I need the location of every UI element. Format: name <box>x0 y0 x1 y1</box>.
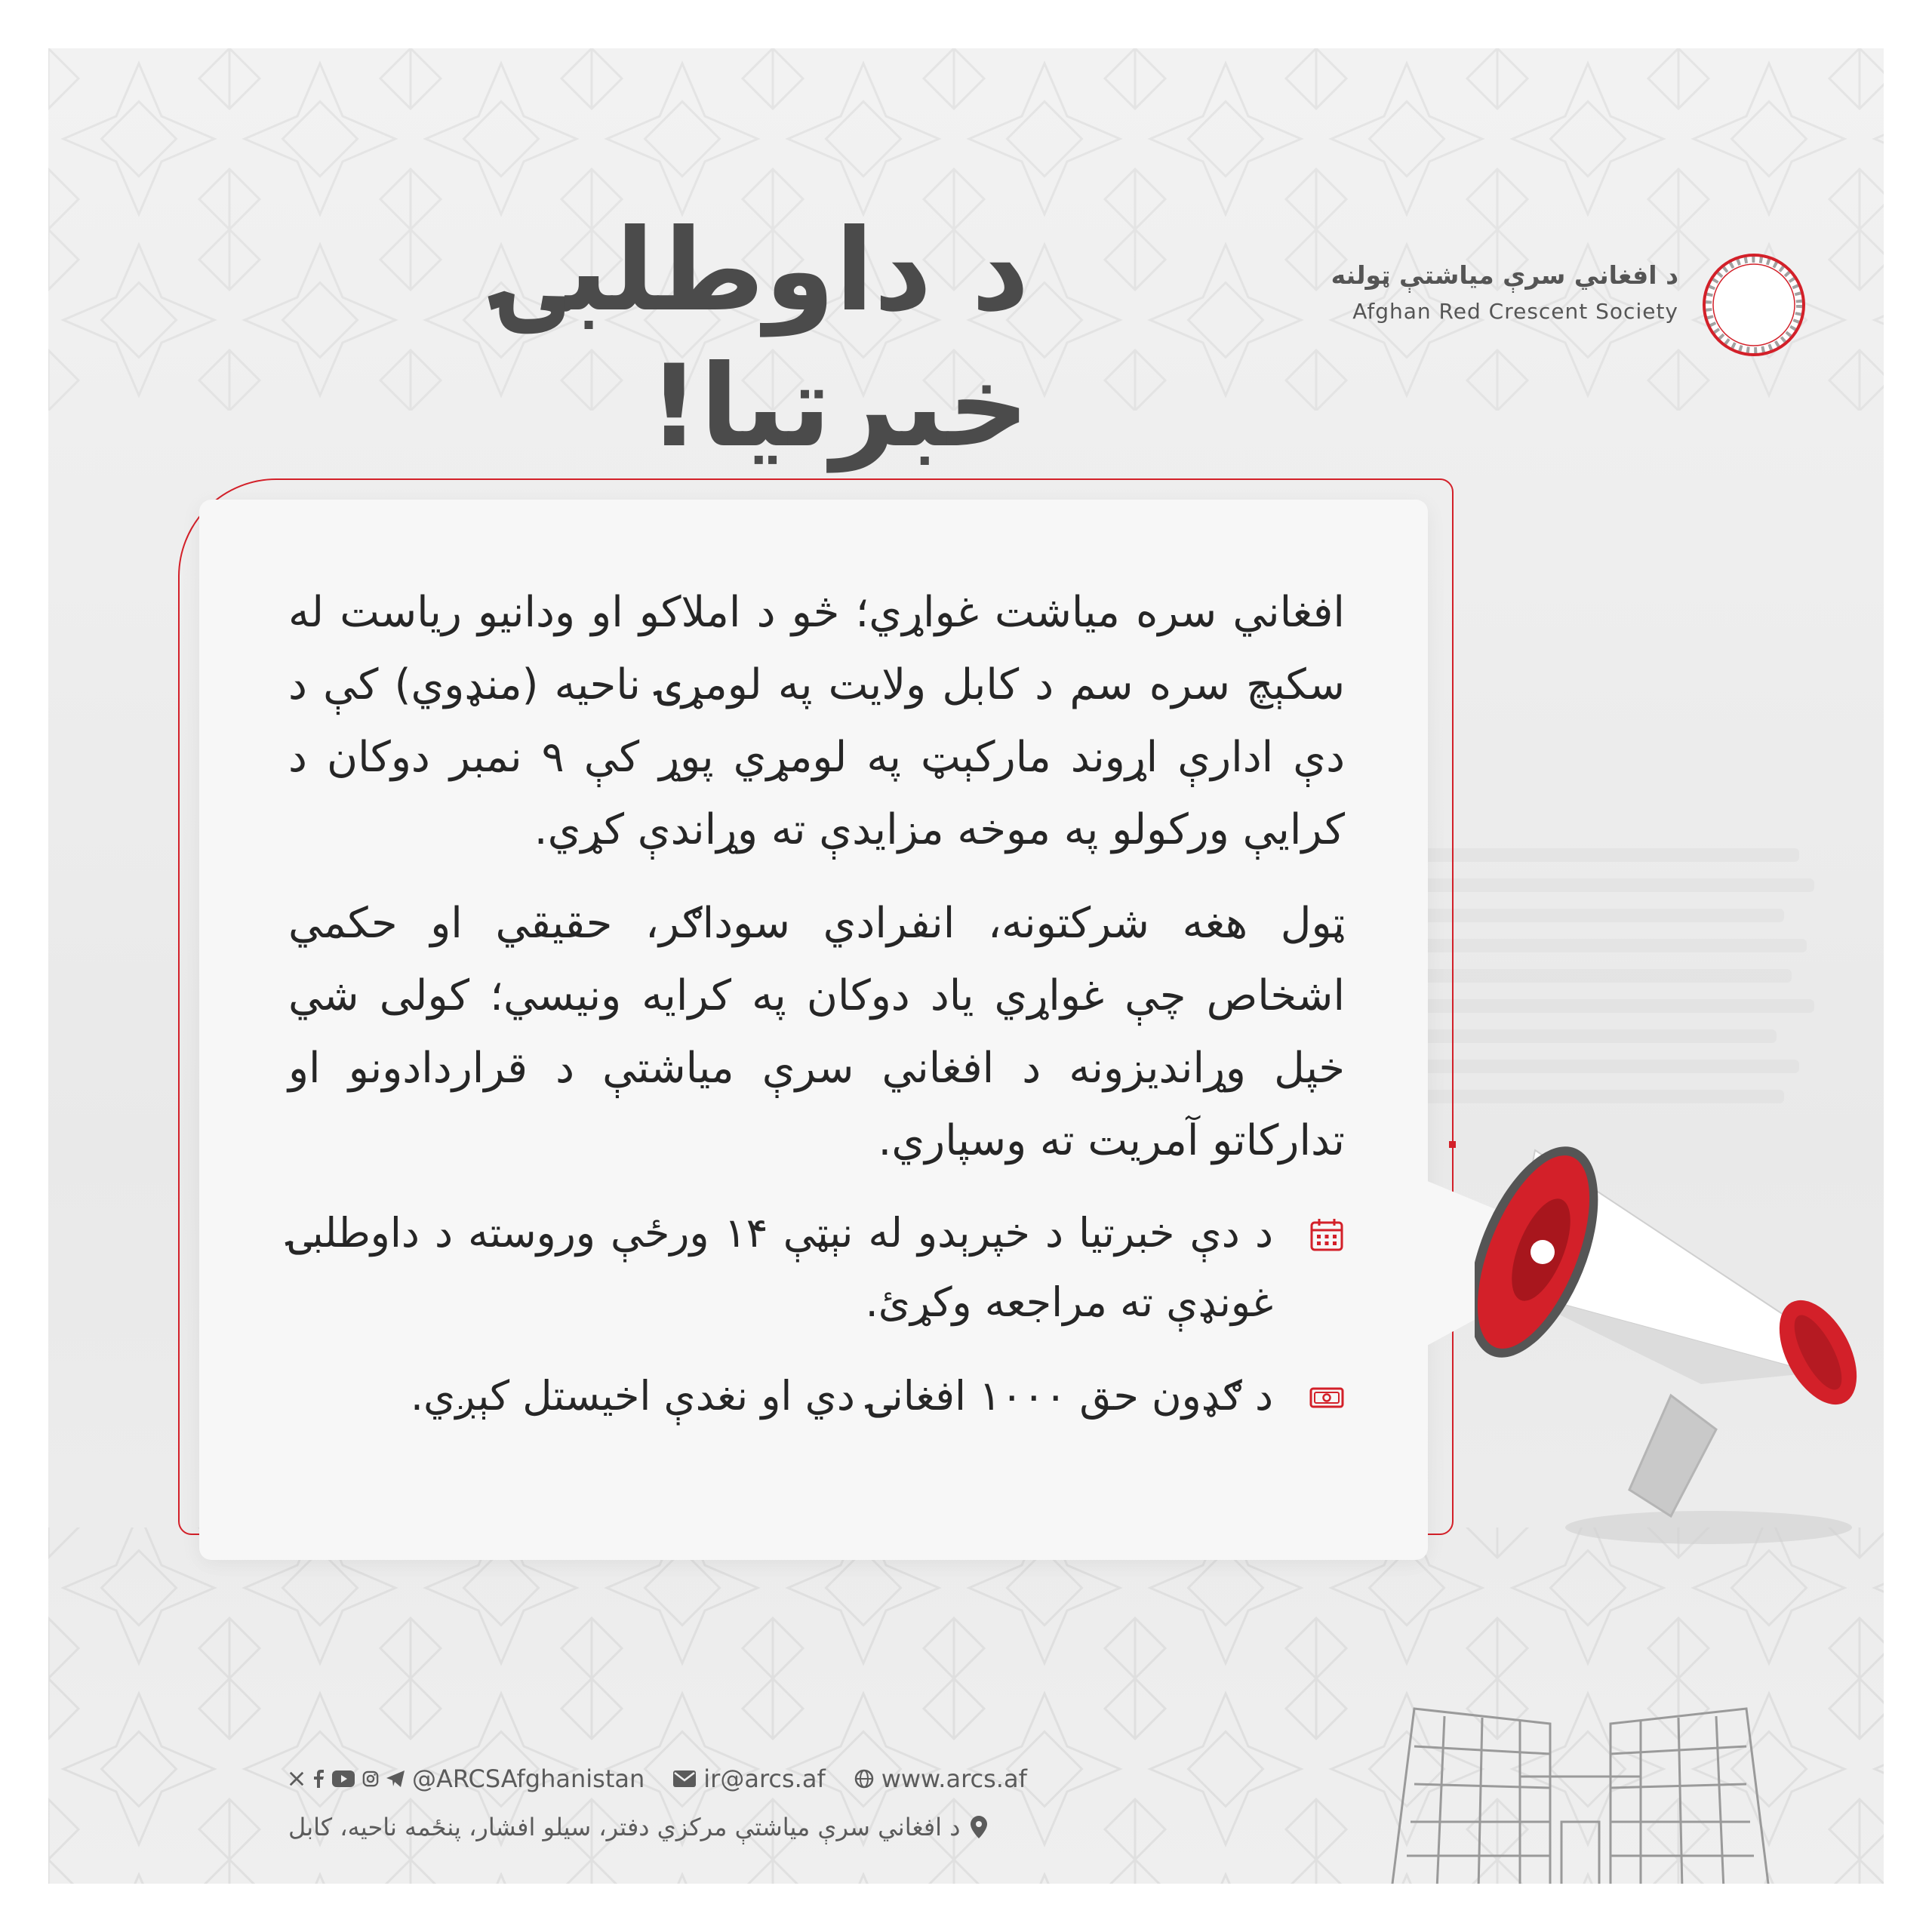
red-crescent-logo-icon <box>1701 252 1807 358</box>
bullet-text: د دې خبرتیا د خپرېدو له نېټې ۱۴ ورځې وروسته د داوطلبۍ غونډې ته مراجعه وکړئ. <box>288 1209 1273 1326</box>
org-name-english: Afghan Red Crescent Society <box>1352 298 1678 324</box>
telegram-icon[interactable] <box>386 1770 405 1787</box>
social-handle[interactable]: @ARCSAfghanistan <box>412 1764 645 1793</box>
calendar-icon <box>1309 1217 1345 1253</box>
megaphone-icon <box>1475 1135 1882 1558</box>
poster <box>48 48 1884 1884</box>
footer <box>288 1758 1027 1848</box>
social-links <box>288 1764 645 1793</box>
headquarters-building-illustration <box>1369 1671 1792 1884</box>
bullet-meeting-date <box>288 1198 1345 1337</box>
address-text: د افغاني سرې میاشتې مرکزي دفتر، سیلو افشار، پنځمه ناحیه، کابل <box>288 1813 961 1841</box>
accent-dot <box>1449 1141 1456 1148</box>
org-name <box>1180 260 1678 325</box>
paragraph-2: ټول هغه شرکتونه، انفرادي سوداګر، حقیقي او حکمي اشخاص چې غواړي یاد دوکان په کرایه ونیسي؛ کولی شي خپل وړاندیزونه د افغاني سرې میاشتې د قراردادونو او تدارکاتو آمریت ته وسپاري. <box>288 899 1345 1165</box>
email-link[interactable] <box>673 1764 825 1793</box>
instagram-icon[interactable] <box>362 1770 379 1787</box>
page-title: د داوطلبۍ خبرتیا! <box>499 205 1029 472</box>
email-text[interactable]: ir@arcs.af <box>703 1764 826 1793</box>
globe-icon <box>854 1769 874 1789</box>
website-text[interactable]: www.arcs.af <box>881 1764 1027 1793</box>
youtube-icon[interactable] <box>332 1770 355 1787</box>
x-icon[interactable] <box>288 1770 305 1787</box>
bullet-fee <box>288 1361 1345 1431</box>
cash-icon <box>1309 1380 1345 1416</box>
facebook-icon[interactable] <box>312 1770 325 1788</box>
footer-address <box>288 1806 1005 1848</box>
location-pin-icon <box>971 1816 987 1838</box>
paragraph-1: افغاني سره میاشت غواړي؛ څو د املاکو او ودانیو ریاست له سکېچ سره سم د کابل ولایت په لومړۍ ناحیه (منډوي) کې د دې ادارې اړوند مارکېټ په لومړي پوړ کې ۹ نمبر دوکان د کرایې ورکولو په موخه مزایدې ته وړاندې کړي. <box>288 588 1346 854</box>
announcement-body <box>288 577 1345 1455</box>
website-link[interactable] <box>854 1764 1027 1793</box>
envelope-icon <box>673 1770 696 1787</box>
org-name-pashto: د افغاني سرې میاشتې ټولنه <box>1331 260 1678 290</box>
footer-contacts <box>288 1758 1027 1800</box>
bullet-text: د ګډون حق ۱۰۰۰ افغانۍ دي او نغدې اخیستل کېږي. <box>410 1372 1273 1420</box>
